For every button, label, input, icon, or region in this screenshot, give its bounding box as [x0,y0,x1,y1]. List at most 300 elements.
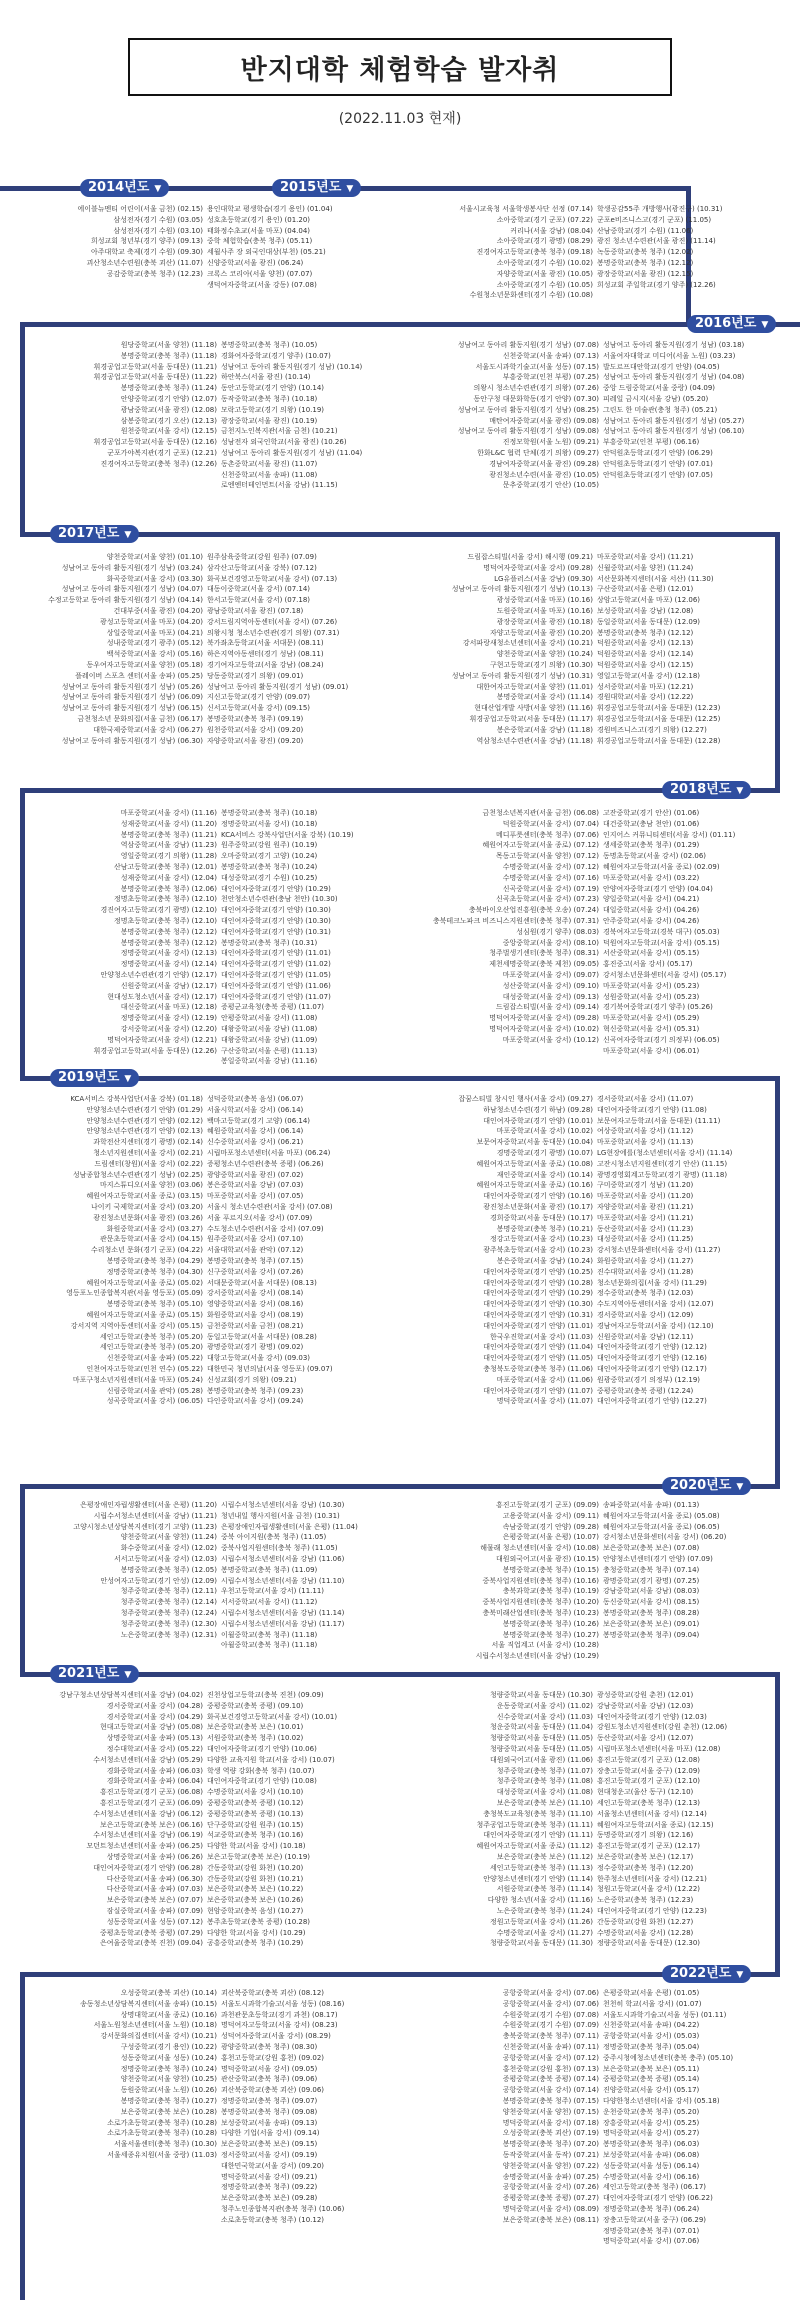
record-item: 수명중학교(서울 강서) (06.16) [603,2172,700,2181]
year-label: 2015년도 [280,180,342,195]
record-item: 봉명중학교(충북 청주) (08.28) [603,1608,700,1617]
record-item: 휘경공업고등학교(서울 동대문) (11.22) [93,373,217,382]
record-item: 세월사주 장 외국인대상(부천) (05.21) [207,248,326,257]
record-item: 원주중학교(서울 강서) (07.10) [207,1235,304,1244]
record-item: 성남여고 동아리 활동지원(경기 성남) (08.25) [457,405,599,414]
record-item: 성남여고 동아리 활동지원(경기 성남) (06.30) [61,736,203,745]
record-item: 광진 청소년수련관(서울 광진) (11.14) [597,237,716,246]
chevron-down-icon: ▼ [736,1970,744,1980]
record-item: 소로초등학교(충북 청주) (10.12) [221,2215,325,2224]
record-column [207,552,398,746]
year-tag-2014[interactable] [80,179,169,197]
record-item: 혜원중학교(서울 강서) (06.14) [207,1127,304,1136]
year-tag-2022[interactable] [662,1965,751,1983]
record-item: 서울도시과학기술고(서울 성동) (01.11) [603,2010,727,2019]
record-item: 서울여자대학교 미디어(서울 노원) (03.23) [603,351,736,360]
record-item: 청주벌생기센터(충북 청주) (08.31) [489,949,599,958]
record-item: 정명초등학교(충북 청주) (12.10) [113,895,217,904]
year-tag-2019[interactable] [50,1069,139,1087]
record-column [30,1500,217,1662]
record-item: 상명중학교(서울 송파) (06.26) [106,1852,203,1861]
record-item: 북가좌초등학교(서울 서대문) (08.11) [207,639,324,648]
record-item: 시립수서청소년센터(서울 강남) (10.29) [475,1652,599,1661]
record-item: 고잔중학교(경기 안산) (01.06) [603,809,700,817]
record-item: 청운중학교(서울 동대문) (11.04) [489,1723,593,1732]
record-item: 오마중학교(경기 고양) (10.24) [221,852,318,861]
record-item: 현대고등학교(서울 강남) (05.08) [99,1723,203,1732]
record-item: 대인여자중학교(경기 안양) (10.16) [483,1192,593,1201]
record-item: 봉명중학교(충북 청주) (10.24) [221,862,318,871]
record-item: 소로가초등학교(충북 청주) (10.28) [107,2129,217,2138]
record-item: 명덕중학교(서울 강서) (07.18) [502,2118,599,2127]
record-item: 마포중학교(서울 강서) (11.13) [597,1138,694,1147]
record-item: 청소년문화의집(서울 강서) (11.29) [597,1278,707,1287]
record-item: 경기여자고등학교(서울 강남) (08.24) [207,660,324,669]
record-item: 강서청소년문화센터(서울 강서) (05.17) [603,970,727,979]
record-item: 서서고등학교(서울 강서) (12.03) [113,1554,217,1563]
record-item: 잠실중학교(서울 송파) (07.09) [106,1906,203,1915]
record-item: 중북사업지원센터(충북 청주) (10.16) [482,1576,599,1585]
record-item: 강서청소년문화센터(서울 강서) (11.27) [597,1246,721,1255]
record-item: 신수중학교(서울 강서) (11.03) [496,1712,593,1721]
record-item: 신원중학교(서울 강남) (12.17) [120,981,217,990]
record-item: 목동고등학교(서울 양천) (07.12) [495,852,599,861]
record-item: 동작중학교(서울 동작) (07.21) [502,2150,599,2159]
record-item: 생세중학교(충북 청주) (01.29) [603,841,700,850]
record-item: 다양한 학교(서울 강서) (10.18) [207,1842,306,1851]
record-item: 아월중학교(충북 청주) (11.18) [221,1641,318,1650]
record-item: 태화정수초교(서울 마포) (04.04) [207,226,311,235]
record-item: 금천청소년복지관(서울 금천) (06.08) [482,809,599,817]
year-label: 2017년도 [58,526,120,541]
record-item: 정수중학교(충북 청주) (12.20) [597,1863,694,1872]
record-item: 과학전산지센터(경기 광명) (02.14) [93,1138,203,1147]
record-item: 운동중학교(서울 강서) (11.02) [496,1701,593,1710]
record-item: 혜원여자고등학교(서울 종로) (07.12) [482,841,599,850]
record-item: 건대부중(서울 광진) (04.20) [113,606,203,615]
record-item: 청주중학교(충북 청주) (12.24) [120,1608,217,1617]
record-item: 흥진고등학교(경기 군포) (09.09) [495,1501,599,1509]
record-item: 대인여자중학교(경기 안양) (10.31) [221,927,331,936]
record-item: 화원중학교(서울 강서) (03.27) [106,1224,203,1233]
record-item: 충청북도교육청(충북 청주) (11.10) [483,1809,593,1818]
record-item: 혜원여자고등학교(서울 종로) (05.02) [86,1278,203,1287]
record-item: 공항중학교(서울 강서) (07.26) [502,2183,599,2192]
record-item: 은평중학교(서울 은평) (01.05) [603,1989,700,1997]
record-item: 희성교회 청년부(경기 양주) (09.13) [90,237,203,246]
record-item: 군포e비즈니스고(경기 군포) (11.05) [597,215,712,224]
record-item: 고양시청소년상담복지센터(경기 고양) (11.23) [73,1522,217,1531]
record-item: 공항중학교(서울 강서) (05.03) [603,2032,700,2041]
record-item: 은평중학교(서울 은평) (10.07) [502,1533,599,1542]
record-item: 봉명중학교(충북 청주) (10.05) [221,341,318,349]
record-item: 경화중학교(서울 송파) (06.03) [106,1766,203,1775]
record-item: 강원도청소년지원센터(강원 춘천) (12.06) [597,1723,728,1732]
record-item: 대인여자중학교(경기 안양) (12.27) [597,1397,707,1406]
record-column [412,340,599,491]
record-item: 덕원중학교(서울 강서) (12.15) [597,660,694,669]
record-item: 플레이버 스포츠 센터(서울 송파) (05.25) [75,671,203,680]
record-item: 정원고등학교(서울 강서) (11.26) [489,1917,593,1926]
record-item: 동신중학교(서울 강서) (08.15) [603,1598,700,1607]
record-item: 제천세명중학교(충북 제천) (09.05) [489,960,599,969]
record-item: 피레일 금시지(서울 강남) (05.20) [603,394,709,403]
record-item: 청량중학교(서울 동대문) (11.30) [489,1939,593,1948]
record-item: 청주중학교(충북 청주) (12.14) [120,1598,217,1607]
year-tag-2015[interactable] [272,179,361,197]
record-item: 세인고등학교(충북 청주) (12.13) [597,1798,701,1807]
record-item: 봉명중학교(충북 청주) (07.15) [502,2096,599,2105]
record-item: 성내중학교(경기 광주) (05.12) [106,639,203,648]
record-item: 중앙중학교(서울 강서) (08.10) [502,938,599,947]
record-item: 봉명중학교(충북 청주) (05.10) [106,1300,203,1309]
record-item: 청주중학교(충북 청주) (11.08) [496,1777,593,1786]
record-item: 안양청소년센터(경기 안양) (07.09) [603,1554,713,1563]
record-column [402,204,593,301]
record-item: 봉명중학교(충북 청주) (09.04) [603,1630,700,1639]
record-column [603,808,790,1067]
record-item: 증평군교육청(충북 증평) (11.07) [221,1003,325,1012]
record-item: 금천중학교(서울 금천) (08.21) [207,1321,304,1330]
record-item: 성서중학교(서울 마포) (12.21) [597,682,694,691]
record-item: 청주공업고등학교(충북 청주) (11.11) [476,1820,593,1829]
record-item: 보문여자중학교(서울 동대문) (10.04) [476,1138,593,1147]
record-item: 영일중학교(경기 의왕) (11.28) [120,852,217,861]
record-item: 괴산북중학교(충북 괴산) (08.12) [221,1989,325,1997]
record-item: 양천중학교(서울 양천) (07.22) [502,2161,599,2170]
record-item: 신성교회(경기 의왕) (09.21) [207,1375,297,1384]
record-item: 성덕여자중학교(서울 강서) (08.29) [221,2032,331,2041]
record-item: 중학 체험학습(충북 청주) (05.11) [207,237,313,246]
year-tag-2016[interactable] [687,315,776,333]
record-item: 모락고등학교(경기 의왕) (10.19) [221,405,325,414]
record-item: 동일고등학교(서울 서대문) (08.28) [207,1332,317,1341]
record-item: 소로가초등학교(충북 청주) (10.28) [107,2118,217,2127]
record-item: 구산중학교(서울 은평) (12.01) [597,585,694,594]
record-item: 광명경영회계고등학교(경기 광명) (11.18) [597,1170,728,1179]
chevron-down-icon: ▼ [124,1074,132,1084]
record-item: 강서문화의집센터(서울 강서) (10.21) [100,2032,217,2041]
record-item: 정강고등학교(서울 강서) (10.23) [489,1235,593,1244]
record-item: 금천지노인복지관(서울 금천) (10.21) [221,427,338,436]
year-label: 2020년도 [670,1478,732,1493]
record-item: 신천중학교(서울 송파) (11.08) [221,470,318,479]
record-item: 마포중학교(서울 강서) (03.22) [603,873,700,882]
timeline-curve [20,788,25,1078]
record-item: 정명중학교(충북 청주) (06.24) [603,2204,700,2213]
record-item: 구성중학교(경기 용인) (10.22) [120,2042,217,2051]
record-item: 충북테크노파크 비즈니스지원센터(충북 청주) (07.31) [432,916,599,925]
record-item: 안덕원초등학교(경기 안양) (06.29) [603,448,713,457]
timeline-line [20,322,800,327]
record-item: 수명중학교(서울 강서) (10.10) [207,1788,304,1797]
record-item: 수명중학교(서울 강서) (12.28) [597,1928,694,1937]
section-2014 [12,204,788,301]
record-item: 중평중학교(충북 증평) (10.12) [207,1798,304,1807]
record-item: 청주중학교(충북 청주) (12.30) [120,1619,217,1628]
record-item: 봉주초등학교(충북 증평) (10.28) [207,1917,311,1926]
record-item: 중북사업지원센터(충북 청주) (11.05) [221,1544,338,1553]
chevron-down-icon: ▼ [346,184,354,194]
record-item: 수명중학교(서울 강서) (07.16) [502,873,599,882]
record-item: 중평초등학교(충북 증평) (07.29) [99,1928,203,1937]
chevron-down-icon: ▼ [124,1670,132,1680]
record-item: 시립수서청소년센터(서울 강남) (11.17) [221,1619,345,1628]
record-item: 대인여자중학교(경기 안양) (10.30) [221,906,331,915]
record-item: 하은지역아동센터(경기 성남) (08.11) [207,650,324,659]
record-column [412,1500,599,1662]
record-item: 대한국제중학교(서울 강서) (06.27) [93,725,203,734]
record-item: 재인중학교(서울 강서) (10.14) [496,1170,593,1179]
record-column [402,552,593,746]
record-item: 운천중학교(충북 청주) (05.20) [603,2107,700,2116]
record-item: 서울세종유치원(서울 중랑) (11.03) [107,2150,217,2159]
record-item: 광진청소년문화(서울 광진) (03.26) [93,1213,203,1222]
record-item: 성동중학교(서울 성동) (10.24) [120,2053,217,2062]
record-item: 보은중학교(충북 보은) (05.11) [603,2064,700,2073]
record-item: 서산문화복지센터(서울 서산) (11.30) [597,574,714,583]
record-item: 신구중학교(서울 강서) (07.26) [207,1267,304,1276]
record-item: 수서청소년센터(서울 강남) (06.12) [93,1809,203,1818]
record-column [412,808,599,1067]
record-item: 석교중학교(충북 청주) (10.16) [207,1831,304,1840]
record-item: 정명중학교(충북 청주) (07.01) [603,2226,700,2235]
record-item: 대인여자중학교(경기 안양) (10.30) [221,916,331,925]
record-item: 봉명중학교(충북 청주) (11.24) [120,384,217,393]
record-column [603,1500,790,1662]
record-item: 동촌중학교(서울 광진) (11.07) [221,459,318,468]
section-2022 [30,1988,790,2247]
record-item: 강남구청소년상담복지센터(서울 강남) (04.02) [59,1691,203,1699]
record-item: 마포중학교(서울 강서) (07.05) [207,1192,304,1201]
record-item: 경기북여중학교(경기 양주) (05.26) [603,1003,713,1012]
record-item: 송동청소년상담복지센터(서울 송파) (10.15) [80,1999,217,2008]
record-item: 금천청소년 문화의집(서울 금천) (06.17) [77,714,203,723]
record-item: 보은고등학교(충북 보은) (10.19) [207,1852,311,1861]
record-item: 성남여고 동아리 활동지원(경기 성남) (04.07) [61,585,203,594]
record-item: 봉명중학교(충북 청주) (10.27) [502,1630,599,1639]
record-item: 마지스튜디오(서울 양천) (03.06) [99,1181,203,1190]
record-item: 보성중학교(서울 송파) (09.13) [221,2118,318,2127]
year-tag-2018[interactable] [662,781,751,799]
record-item: 성남여고 동아리 활동지원(경기 성남) (06.10) [603,427,745,436]
record-item: 양천중학교(서울 양천) (11.24) [120,1533,217,1542]
record-item: 경서중학교(서울 강서) (12.09) [597,1310,694,1319]
record-item: 정명중학교(서울 강서) (12.19) [120,1014,217,1023]
record-item: 신곡여자중학교(경기 의정부) (06.05) [603,1035,720,1044]
year-tag-2017[interactable] [50,525,139,543]
record-item: 화곡중학교(서울 강서) (03.30) [106,574,203,583]
record-item: 수리청소년 문화(경기 군포) (04.22) [90,1246,203,1255]
record-item: 마포중학교(서울 강서) (10.02) [496,1127,593,1136]
record-item: 경화여자중학교(경기 양주) (10.07) [221,351,331,360]
record-item: 중평중학교(충북 증평) (09.10) [207,1701,304,1710]
record-item: 봉명중학교(충북 청주) (09.19) [207,714,304,723]
record-item: 구산중학교(서울 은평) (11.13) [221,1046,318,1055]
record-item: 대인여자중학교(경기 안양) (12.23) [597,1906,707,1915]
record-item: 고용중학교(서울 강서) (09.11) [502,1511,599,1520]
record-item: 대일중학교(서울 강서) (04.26) [603,906,700,915]
record-item: 원주중학교(강원 원주) (10.19) [221,841,318,850]
timeline-curve [20,1484,25,1674]
record-column [12,204,203,301]
record-item: 안성여자고등학교(경기 안성) (12.09) [100,1576,217,1585]
record-item: 원천중학교(서울 강서) (09.20) [207,725,304,734]
record-item: 광장중학교(서울 광진) (10.19) [221,416,318,425]
record-item: 대인여자중학교(경기 안양) (11.04) [483,1343,593,1352]
record-item: 소아중학교(경기 수원) (10.02) [496,258,593,267]
record-item: 보은중학교(충북 보은) (10.28) [120,2107,217,2116]
record-item: 대인여자중학교(경기 안양) (11.11) [483,1831,593,1840]
record-item: 중평중학교(충북 증평) (10.13) [207,1809,304,1818]
record-item: 봉명중학교(충북 청주) (04.29) [106,1256,203,1265]
record-item: 진수대학교(서울 강서) (11.28) [597,1267,694,1276]
record-item: 잡꿈스티빌 창시인 행사(서울 강서) (09.27) [458,1095,593,1103]
record-item: 대원외국어고(서울 광진) (11.06) [489,1755,593,1764]
record-column [12,552,203,746]
timeline-curve [20,322,25,534]
record-item: 여상중학교(서울 강서) (11.12) [597,1127,694,1136]
record-item: 정명중학교(서울 강서) (10.18) [221,819,318,828]
record-item: 드림잡스티빌(서울 강서) (09.14) [495,1003,599,1012]
record-item: 청주노인종합복지관(충북 청주) (10.06) [221,2204,345,2213]
record-item: 화원중학교(서울 강서) (08.19) [207,1310,304,1319]
record-item: 성산중학교(서울 강서) (09.10) [502,981,599,990]
record-item: 신곡초등학교(서울 강서) (07.23) [495,895,599,904]
record-item: 광성중학교(서울 마포) (10.16) [496,596,593,605]
record-item: 진정모학원(서울 노원) (09.21) [502,438,599,447]
record-item: 마포중학교(서울 강서) (11.21) [597,553,694,561]
timeline-curve [20,1972,25,2300]
record-item: 천안청소년수련관(충남 천안) (10.30) [221,895,338,904]
year-tag-2020[interactable] [662,1477,751,1495]
record-item: 녹동중학교(충북 청주) (12.02) [597,248,694,257]
record-item: 성남여고 동아리 활동지원(경기 성남) (10.14) [221,362,363,371]
record-item: 광장중학교(서울 광진) (10.18) [496,617,593,626]
record-item: 혜원여자고등학교(서울 종로) (05.08) [603,1511,720,1520]
record-item: 명덕중학교(서울 강서) (09.05) [221,2064,318,2073]
record-item: 봉명중학교(충북 청주) (12.12) [597,628,694,637]
record-item: 명덕여자중학교(서울 강서) (12.21) [107,1035,217,1044]
record-item: 시립수서청소년센터(서울 강남) (11.10) [221,1576,345,1585]
record-item: 광명중학교(경기 광명) (09.02) [207,1343,304,1352]
record-item: 생덕여자중학교(서울 강동) (07.08) [207,280,317,289]
record-item: 서대문중학교(서울 서대문) (08.13) [207,1278,317,1287]
record-item: 정서중학교(서울 강서) (09.19) [221,2150,318,2159]
record-item: 혜원여자고등학교(서울 종로) (02.09) [603,862,720,871]
record-item: 고잔시청소년지원센터(경기 안산) (11.15) [597,1159,728,1168]
record-item: 충북바이오산업진흥원(충북 오송) (07.24) [468,906,599,915]
record-item: 대인여자중학교(경기 안양) (11.07) [221,992,331,1001]
record-item: 현대청운고(울산 동구) (12.10) [597,1788,694,1797]
record-item: 혜원여자고등학교(서울 종로) (03.15) [86,1192,203,1201]
record-item: 부흥중학교(인천 부평) (07.25) [502,373,599,382]
record-item: 마포중학교(서울 강서) (11.16) [120,809,217,817]
record-item: 신천중학교(서울 송파) (05.22) [106,1354,203,1363]
section-2019 [12,1094,788,1407]
record-item: 학생공감55주 개방행사(광진구) (10.31) [597,205,723,213]
record-item: 흥진고등학교(경기 군포) (12.08) [597,1755,701,1764]
record-item: 안덕원초등학교(경기 안양) (07.01) [603,459,713,468]
record-item: 대인여자중학교(경기 안양) (11.08) [597,1105,707,1114]
record-item: 성남여고 동아리 활동지원(경기 성남) (06.09) [61,693,203,702]
record-item: 서울노원청소년센터(서울 노원) (10.18) [93,2021,217,2030]
record-item: 서울대학교(서울 관악) (07.12) [207,1246,304,1255]
record-item: 수도청소년수련관(서울 강서) (07.09) [207,1224,324,1233]
record-item: 흥진고등학교(경기 군포) (06.09) [99,1798,203,1807]
record-item: LG현장에를(청소년센터(서울 강서) (11.14) [597,1148,733,1157]
record-item: 서울서울센터(충북 청주) (10.30) [113,2140,217,2149]
record-item: 크록스 코리아(서울 양천) (07.07) [207,269,313,278]
record-item: 송명중학교(서울 송파) (07.25) [502,2172,599,2181]
record-item: 커리나(서울 강남) (08.04) [510,226,593,235]
record-item: 중평중학교(충북 증평) (12.24) [597,1386,694,1395]
record-item: 자양중학교(서울 광진) (09.20) [207,736,304,745]
record-item: 강서지역 지역아동센터(서울 강서) (05.15) [70,1321,203,1330]
year-label: 2014년도 [88,180,150,195]
record-item: 광진청소년수련(서울 광진) (10.05) [489,470,599,479]
record-item: 강서드림지역아동센터(서울 강서) (07.26) [207,617,338,626]
record-item: 한화L&C 협력 단체(경기 의왕) (09.27) [477,448,599,457]
record-item: 원천중학교(서울 강서) (12.15) [120,427,217,436]
record-item: 정명중학교(충북 청주) (04.30) [106,1267,203,1276]
record-column [597,1690,788,1949]
record-item: 대신중학교(서울 마포) (12.18) [120,1003,217,1012]
record-item: 영등포노인종합복지관(서울 영등포) (05.09) [66,1289,203,1298]
record-item: 서원중학교(충북 청주) (11.14) [496,1885,593,1894]
record-item: 한국우진학교(서울 강서) (11.03) [489,1332,593,1341]
record-item: 서산중학교(서울 강서) (05.15) [603,949,700,958]
record-item: 정수중학교(충북 청주) (12.03) [597,1289,694,1298]
record-item: 공감중학교(충북 청주) (12.23) [106,269,203,278]
record-item: 청량중학교(서울 동대문) (11.05) [489,1744,593,1753]
record-item: 역삼중학교(서울 강남) (11.23) [120,841,217,850]
record-item: 신월중학교(서울 양천) (11.24) [597,563,694,572]
record-item: 보은중학교(충북 보은) (10.01) [207,1723,304,1732]
record-item: 진양중학교(서울 강서) (05.17) [603,2086,700,2095]
record-item: 강남중학교(서울 강남) (08.03) [603,1587,700,1596]
year-label: 2021년도 [58,1666,120,1681]
record-item: 경화중학교(서울 송파) (06.04) [106,1777,203,1786]
record-item: 봉명중학교(충북 청주) (10.31) [221,938,318,947]
record-item: 경남여자중학교(서울 광진) (09.28) [489,459,599,468]
record-item: 원주삼육중학교(강원 원주) (07.09) [207,553,317,561]
record-item: 대인여자중학교(경기 안양) (12.12) [597,1343,707,1352]
record-item: 중주시청에청소년센터(충북 충주) (05.10) [603,2053,734,2062]
record-item: 강서중학교(서울 강서) (08.14) [207,1289,304,1298]
record-item: 다양한 학교(서울 강서) (10.29) [207,1928,306,1937]
record-item: 성남여고 동아리 활동지원(경기 성남) (07.08) [457,341,599,349]
record-item: 보은중학교(충북 보은) (09.15) [221,2140,318,2149]
record-item: 의왕시청 청소년수련관(경기 의왕) (07.31) [207,628,340,637]
record-item: 학생 역량 강화(충북 청주) (10.07) [207,1766,315,1775]
record-item: 정량중학교(서울 동대문) (12.30) [597,1939,701,1948]
record-column [221,1500,408,1662]
record-item: 보은고등학교(충북 보은) (06.16) [99,1820,203,1829]
record-item: 대성중학교(경기 수원) (10.25) [221,873,318,882]
record-item: 간동중학교(강원 화천) (10.20) [207,1863,304,1872]
record-item: 정명중학교(충북 청주) (05.04) [603,2042,700,2051]
record-item: 성동중학교(서울 성동) (07.12) [106,1917,203,1926]
record-item: 진경여자고등학교(충북 청주) (12.26) [100,459,217,468]
record-item: 영일고등학교(서울 강서) (12.18) [597,671,701,680]
record-item: 보은중학교(충북 보은) (11.12) [496,1852,593,1861]
year-tag-2021[interactable] [50,1665,139,1683]
record-item: 대인여자중학교(경기 안양) (10.01) [483,1116,593,1125]
record-item: 의왕시 청소년수련관(경기 의왕) (07.26) [473,384,599,393]
record-item: 봉명중학교(충북 청주) (12.12) [120,927,217,936]
record-item: 휘경공업고등학교(서울 동대문) (12.26) [93,1046,217,1055]
